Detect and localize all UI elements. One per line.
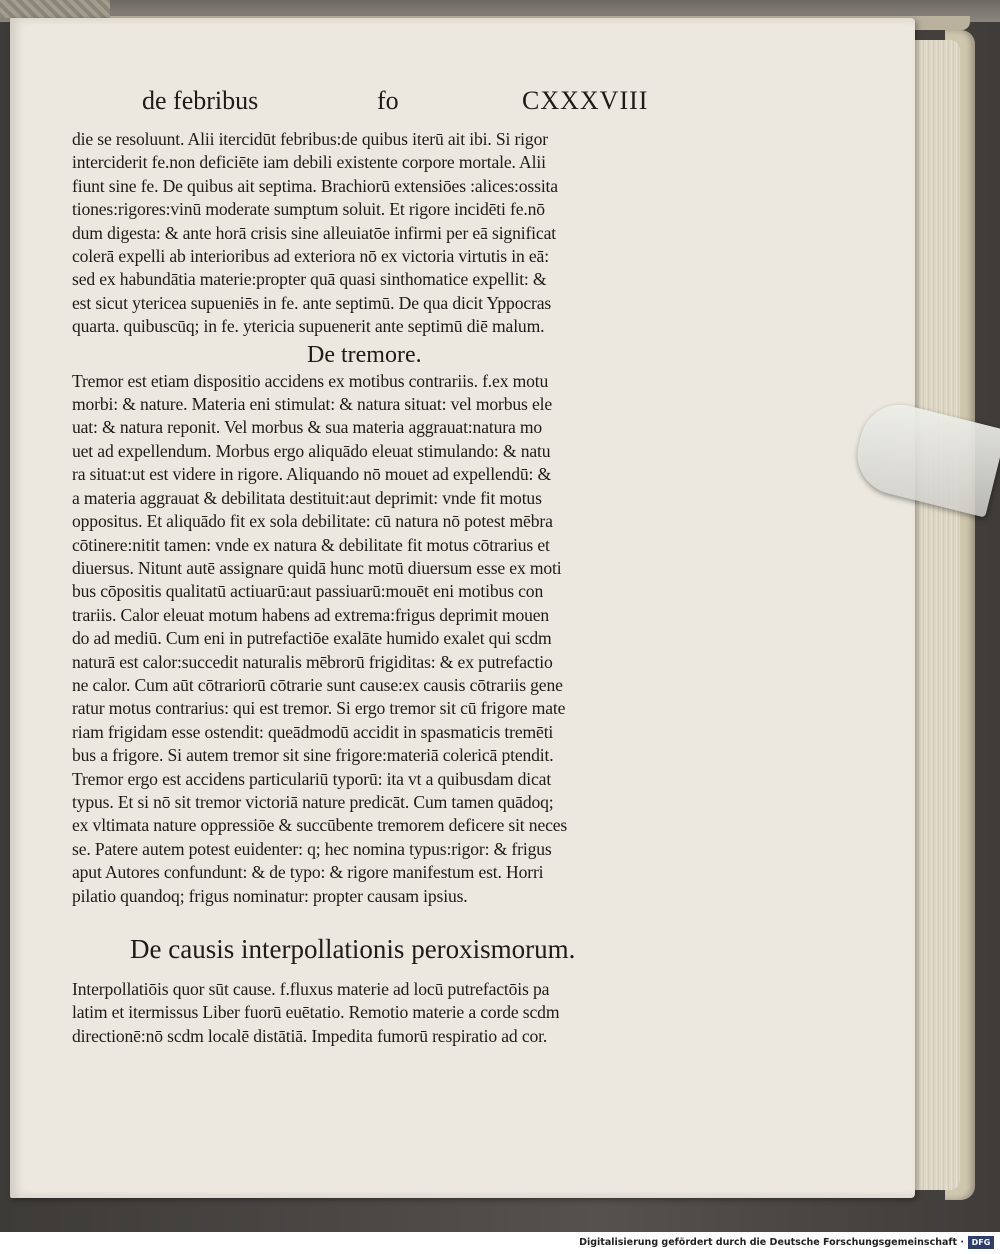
header-folio-number: CXXXVIII: [522, 86, 649, 115]
text-line: a materia aggrauat & debilitata destituit:aut deprimit: vnde fit motus: [72, 487, 542, 508]
header-folio-label: fo: [377, 86, 399, 115]
text-line: colerā expelli ab interioribus ad exteriora nō ex victoria virtutis in eā:: [72, 246, 549, 267]
text-line: naturā est calor:succedit naturalis mēbrorū frigiditas: & ex putrefactio: [72, 651, 553, 672]
section-heading-interpollationis: De causis interpollationis peroxismorum.: [130, 934, 576, 964]
dfg-logo: DFG: [968, 1236, 994, 1249]
text-line: typus. Et si nō sit tremor victoriā nature predicāt. Cum tamen quādoq;: [72, 791, 554, 812]
text-line: directionē:nō scdm localē distātiā. Impedita fumorū respiratio ad cor.: [72, 1025, 548, 1046]
digitization-footer: [0, 1232, 1000, 1254]
text-line: trariis. Calor eleuat motum habens ad extrema:frigus deprimit mouen: [72, 604, 550, 625]
text-line: uat: & natura reponit. Vel morbus & sua materia aggrauat:natura mo: [72, 417, 543, 438]
text-line: uet ad expellendum. Morbus ergo aliquādo eleuat stimulando: & natu: [72, 440, 551, 461]
text-line: Tremor ergo est accidens particulariū typorū: ita vt a quibusdam dicat: [72, 768, 552, 789]
header-title: de febribus: [142, 86, 259, 115]
paragraph-tremor: [72, 370, 702, 908]
paragraph-rigor: [72, 128, 702, 339]
funding-credit: Digitalisierung gefördert durch die Deutsche Forschungsgemeinschaft ·: [579, 1237, 964, 1248]
text-line: quarta. quibuscūq; in fe. ytericia supuenerit ante septimū diē malum.: [72, 316, 545, 337]
text-line: cōtinere:nitit tamen: vnde ex natura & debilitate fit motus cōtrarius et: [72, 534, 550, 555]
text-line: est sicut ytericea supueniēs in fe. ante septimū. De qua dicit Yppocras: [72, 292, 552, 313]
text-line: Interpollatiōis quor sūt cause. f.fluxus materie ad locū putrefactōis pa: [72, 979, 550, 999]
running-header: [72, 86, 702, 126]
text-line: ex vltimata nature oppressiōe & succūbente tremorem deficere sit neces: [72, 815, 568, 836]
section-heading-tremore: De tremore.: [307, 341, 422, 368]
bookmark-ribbon: [0, 0, 110, 18]
text-line: sed ex habundātia materie:propter quā quasi sinthomatice expellit: &: [72, 269, 547, 290]
text-line: riam frigidam esse ostendit: queādmodū accidit in spasmaticis tremēti: [72, 721, 554, 742]
text-line: Tremor est etiam dispositio accidens ex motibus contrariis. f.ex motu: [72, 370, 549, 391]
text-line: interciderit fe.non deficiēte iam debili existente corpore mortale. Alii: [72, 152, 546, 173]
text-line: pilatio quandoq; frigus nominatur: propter causam ipsius.: [72, 885, 468, 906]
paragraph-interpollatio: [72, 978, 702, 1048]
text-line: die se resoluunt. Alii itercidūt febribus:de quibus iterū ait ibi. Si rigor: [72, 129, 548, 149]
text-line: oppositus. Et aliquādo fit ex sola debilitate: cū natura nō potest mēbra: [72, 511, 553, 532]
text-line: ratur motus contrarius: qui est tremor. Si ergo tremor sit cū frigore mate: [72, 698, 566, 719]
text-line: latim et itermissus Liber fuorū euētatio. Remotio materie a corde scdm: [72, 1002, 560, 1023]
text-line: bus a frigore. Si autem tremor sit sine frigore:materiā colericā ptendit.: [72, 745, 554, 766]
text-line: do ad mediū. Cum eni in putrefactiōe exalāte humido exalet qui scdm: [72, 628, 552, 649]
text-line: aput Autores confundunt: & de typo: & rigore manifestum est. Horri: [72, 862, 544, 883]
text-line: morbi: & nature. Materia eni stimulat: & natura situat: vel morbus ele: [72, 394, 553, 415]
text-line: tiones:rigores:vinū moderate sumptum soluit. Et rigore incidēti fe.nō: [72, 199, 545, 220]
text-line: dum digesta: & ante horā crisis sine alleuiatōe infirmi per eā significat: [72, 222, 556, 243]
text-line: bus cōpositis qualitatū actiuarū:aut passiuarū:mouēt eni motibus con: [72, 581, 544, 602]
text-line: diuersus. Nitunt autē assignare quidā hunc motū diuersum esse ex moti: [72, 557, 562, 578]
text-line: fiunt sine fe. De quibus ait septima. Brachiorū extensiōes :alices:ossita: [72, 175, 558, 196]
text-line: ra situat:ut est videre in rigore. Aliquando nō mouet ad expellendū: &: [72, 464, 552, 485]
text-line: ne calor. Cum aūt cōtrariorū cōtrarie sunt cause:ex causis cōtrariis gene: [72, 674, 563, 695]
page-text: [72, 86, 702, 1048]
text-line: se. Patere autem potest euidenter: q; hec nomina typus:rigor: & frigus: [72, 838, 552, 859]
